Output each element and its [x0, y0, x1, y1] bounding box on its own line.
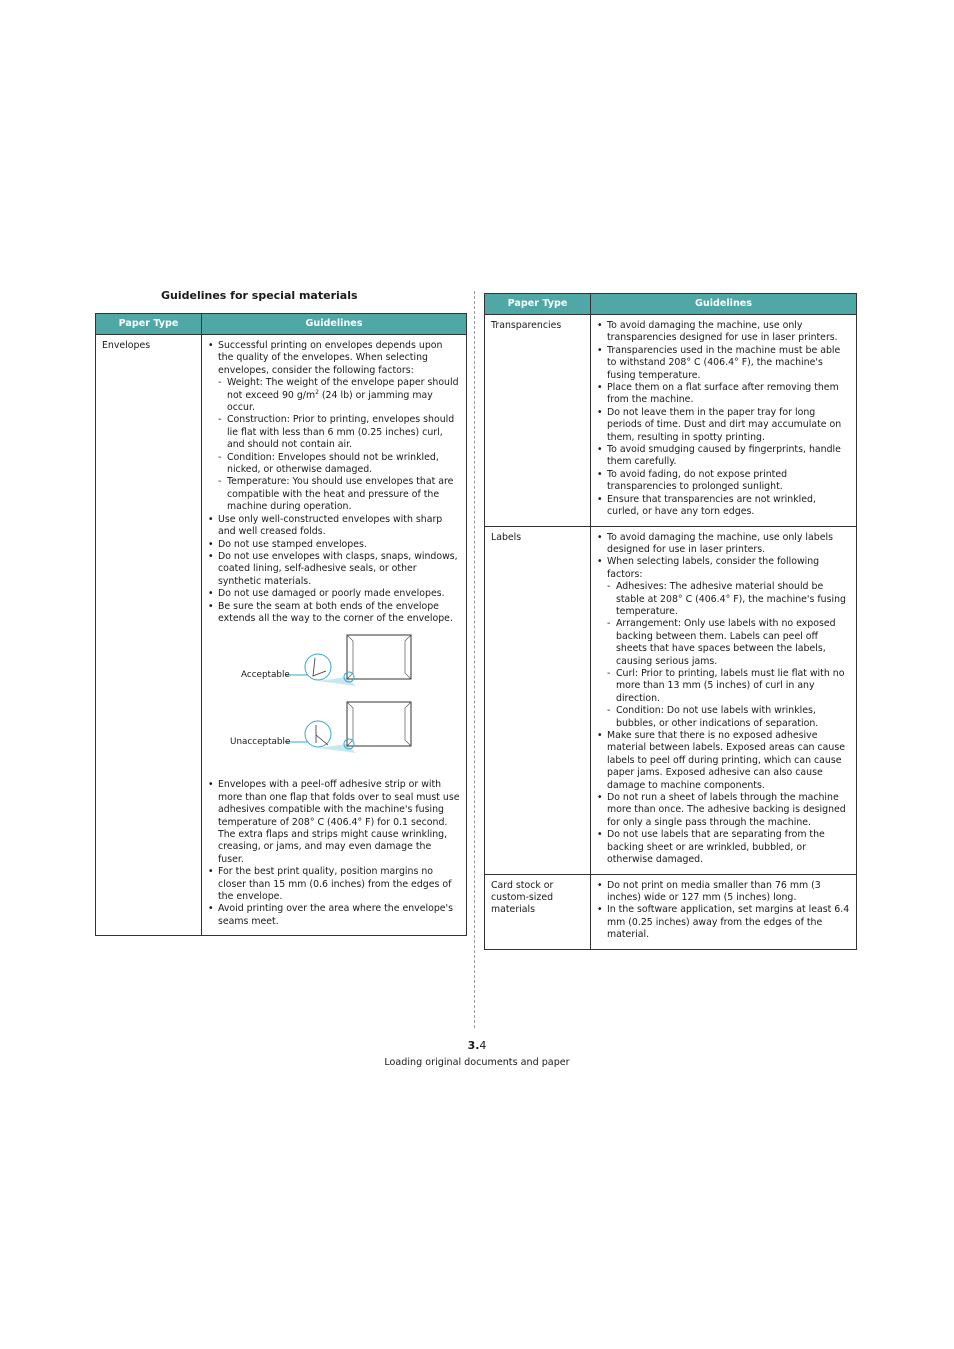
list-item: • Do not leave them in the paper tray for long periods of time. Dust and dirt may accumulate on them, resulting in spotty printing.	[597, 407, 850, 444]
list-item: • Do not use stamped envelopes.	[208, 539, 460, 551]
envelope-seam-figures	[208, 633, 460, 773]
paper-type-envelopes: Envelopes	[96, 335, 202, 936]
list-item: - Temperature: You should use envelopes that are compatible with the heat and pressure of the machine during operation.	[218, 476, 454, 513]
list-item: • To avoid damaging the machine, use only transparencies designed for use in laser printers.	[597, 320, 850, 345]
list-item: • When selecting labels, consider the following factors: - Adhesives: The adhesive material should be stable at 208° C (406.4° F), the machine's fusing temperature. - Arrangement: Only use labels with no exposed backing between them. Labels can peel off sheets that have spaces between the labels, causing serious jams. - Curl: Prior to printing, labels must lie flat with no more than 13 mm (5 inches) of curl in any direction. - Condition: Do not use labels with wrinkles, bubbles, or other indications of separation.	[597, 556, 850, 730]
paper-type-cardstock: Card stock or custom-sized materials	[485, 874, 591, 949]
list-item: - Condition: Envelopes should not be wrinkled, nicked, or otherwise damaged.	[218, 451, 439, 476]
list-item: • Ensure that transparencies are not wrinkled, curled, or have any torn edges.	[597, 494, 850, 519]
table-row	[485, 315, 857, 527]
list-item: - Construction: Prior to printing, envelopes should lie flat with less than 6 mm (0.25 inches) curl, and should not contain air.	[218, 414, 455, 451]
list-item: • Transparencies used in the machine must be able to withstand 208° C (406.4° F), the machine's fusing temperature.	[597, 345, 850, 382]
list-item: • To avoid damaging the machine, use only labels designed for use in laser printers.	[597, 532, 850, 557]
list-item: • In the software application, set margins at least 6.4 mm (0.25 inches) away from the edges of the material.	[597, 904, 850, 941]
header-guidelines: Guidelines	[591, 294, 857, 315]
footer-title: Loading original documents and paper	[384, 1057, 570, 1068]
header-paper-type: Paper Type	[96, 314, 202, 335]
list-item: • To avoid fading, do not expose printed transparencies to prolonged sunlight.	[597, 469, 850, 494]
list-item: • Do not use damaged or poorly made envelopes.	[208, 588, 460, 600]
list-item: • Do not use envelopes with clasps, snaps, windows, coated lining, self-adhesive seals, or other synthetic materials.	[208, 551, 460, 588]
list-item: - Condition: Do not use labels with wrinkles, bubbles, or other indications of separation.	[607, 705, 819, 729]
unacceptable-label: Unacceptable	[230, 737, 291, 748]
envelopes-table	[95, 313, 467, 936]
list-item: • To avoid smudging caused by fingerprints, handle them carefully.	[597, 444, 850, 469]
materials-table	[484, 293, 857, 950]
list-item: - Curl: Prior to printing, labels must lie flat with no more than 13 mm (5 inches) of curl in any direction.	[607, 667, 845, 704]
paper-type-transparencies: Transparencies	[485, 315, 591, 527]
section-heading: Guidelines for special materials	[161, 289, 358, 302]
list-item: • Do not use labels that are separating from the backing sheet or are wrinkled, bubbled, or otherwise damaged.	[597, 829, 850, 866]
list-item: • Successful printing on envelopes depends upon the quality of the envelopes. When selecting envelopes, consider the following factors: - Weight: The weight of the envelope paper should not exceed 90 $g/m^2$ (24 lb) or jamming may occur. - Construction: Prior to printing, envelopes should lie flat with less than 6 mm (0.25 inches) curl, and should not contain air. - Condition: Envelopes should not be wrinkled, nicked, or otherwise damaged. - Temperature: You should use envelopes that are compatible with the heat and pressure of the machine during operation.	[208, 340, 460, 514]
acceptable-label: Acceptable	[241, 670, 290, 681]
list-item: - Weight: The weight of the envelope paper should not exceed 90 $g/m^2$ (24 lb) or jamming may occur.	[218, 377, 459, 414]
list-item: • Make sure that there is no exposed adhesive material between labels. Exposed areas can cause labels to peel off during printing, which can cause paper jams. Exposed adhesive can also cause damage to machine components.	[597, 730, 850, 792]
header-paper-type: Paper Type	[485, 294, 591, 315]
acceptable-envelope-figure	[208, 633, 448, 695]
column-divider	[474, 291, 475, 1028]
list-item: • Do not run a sheet of labels through the machine more than once. The adhesive backing is designed for only a single pass through the machine.	[597, 792, 850, 829]
list-item: - Adhesives: The adhesive material should be stable at 208° C (406.4° F), the machine's fusing temperature.	[607, 581, 846, 617]
list-item: • Place them on a flat surface after removing them from the machine.	[597, 382, 850, 407]
list-item: • Use only well-constructed envelopes with sharp and well creased folds.	[208, 514, 460, 539]
list-item: • Be sure the seam at both ends of the envelope extends all the way to the corner of the envelope.	[208, 601, 460, 626]
header-guidelines: Guidelines	[202, 314, 467, 335]
list-item: • For the best print quality, position margins no closer than 15 mm (0.6 inches) from the edges of the envelope.	[208, 866, 460, 903]
table-header-row	[485, 294, 857, 315]
guidelines-transparencies	[591, 315, 857, 527]
unacceptable-envelope-figure	[208, 700, 448, 762]
table-header-row	[96, 314, 467, 335]
paper-type-labels: Labels	[485, 526, 591, 874]
page-number: 3.4	[467, 1039, 487, 1052]
list-item: • Envelopes with a peel-off adhesive strip or with more than one flap that folds over to seal must use adhesives compatible with the machine's fusing temperature of 208° C (406.4° F) for 0.1 second. The extra flaps and strips might cause wrinkling, creasing, or jams, and may even damage the fuser.	[208, 779, 460, 866]
guidelines-labels	[591, 526, 857, 874]
list-item: - Arrangement: Only use labels with no exposed backing between them. Labels can peel off sheets that have spaces between the labels, causing serious jams.	[607, 618, 836, 667]
list-item: • Avoid printing over the area where the envelope's seams meet.	[208, 903, 460, 928]
list-item: • Do not print on media smaller than 76 mm (3 inches) wide or 127 mm (5 inches) long.	[597, 880, 850, 905]
table-row	[96, 335, 467, 936]
guidelines-cardstock	[591, 874, 857, 949]
guidelines-envelopes	[202, 335, 467, 936]
table-row	[485, 874, 857, 949]
table-row	[485, 526, 857, 874]
